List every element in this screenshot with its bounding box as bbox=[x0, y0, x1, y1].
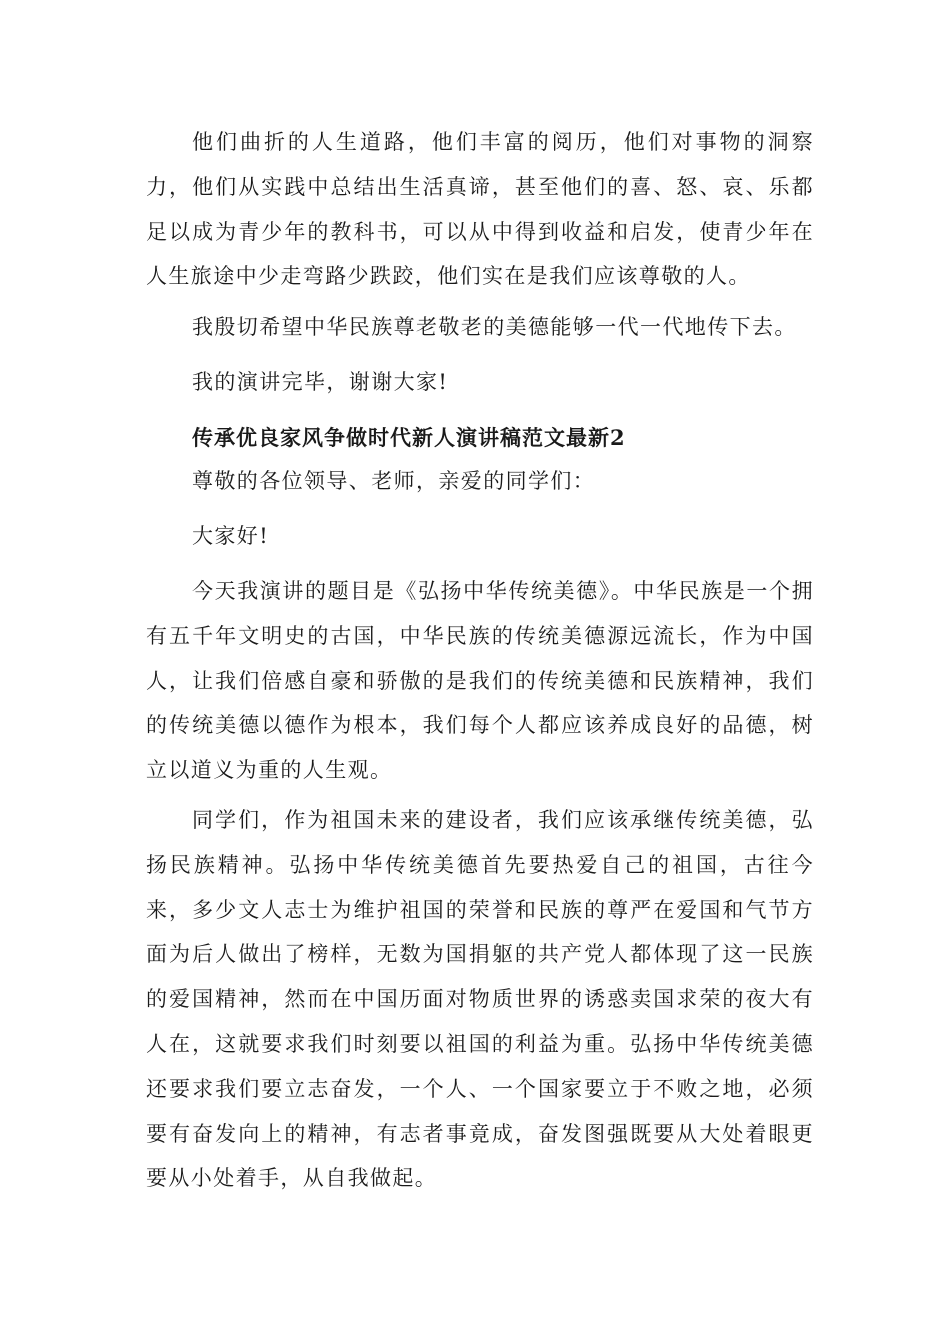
paragraph-respect-elders: 他们曲折的人生道路，他们丰富的阅历，他们对事物的洞察力，他们从实践中总结出生活真谛，甚至他们的喜、怒、哀、乐都足以成为青少年的教科书，可以从中得到收益和启发，使青少年在人生旅途中少走弯路少跌跤，他们实在是我们应该尊敬的人。 bbox=[146, 130, 814, 289]
paragraph-salutation: 尊敬的各位领导、老师，亲爱的同学们： bbox=[192, 469, 596, 493]
paragraph-greeting: 大家好! bbox=[192, 524, 270, 548]
paragraph-speech-topic: 今天我演讲的题目是《弘扬中华传统美德》。中华民族是一个拥有五千年文明史的古国，中华民族的传统美德源远流长，作为中国人，让我们倍感自豪和骄傲的是我们的传统美德和民族精神，我们的传统美德以德作为根本，我们每个人都应该养成良好的品德，树立以道义为重的人生观。 bbox=[146, 579, 814, 783]
paragraph-hope: 我殷切希望中华民族尊老敬老的美德能够一代一代地传下去。 bbox=[192, 315, 797, 339]
section-heading: 传承优良家风争做时代新人演讲稿范文最新2 bbox=[192, 425, 626, 450]
paragraph-closing: 我的演讲完毕，谢谢大家! bbox=[192, 370, 449, 394]
paragraph-patriotism: 同学们，作为祖国未来的建设者，我们应该承继传统美德，弘扬民族精神。弘扬中华传统美德首先要热爱自己的祖国，古往今来，多少文人志士为维护祖国的荣誉和民族的尊严在爱国和气节方面为后人做出了榜样，无数为国捐躯的共产党人都体现了这一民族的爱国精神，然而在中国历面对物质世界的诱惑卖国求荣的夜大有人在，这就要求我们时刻要以祖国的利益为重。弘扬中华传统美德还要求我们要立志奋发，一个人、一个国家要立于不败之地，必须要有奋发向上的精神，有志者事竟成，奋发图强既要从大处着眼更要从小处着手，从自我做起。 bbox=[146, 808, 814, 1191]
